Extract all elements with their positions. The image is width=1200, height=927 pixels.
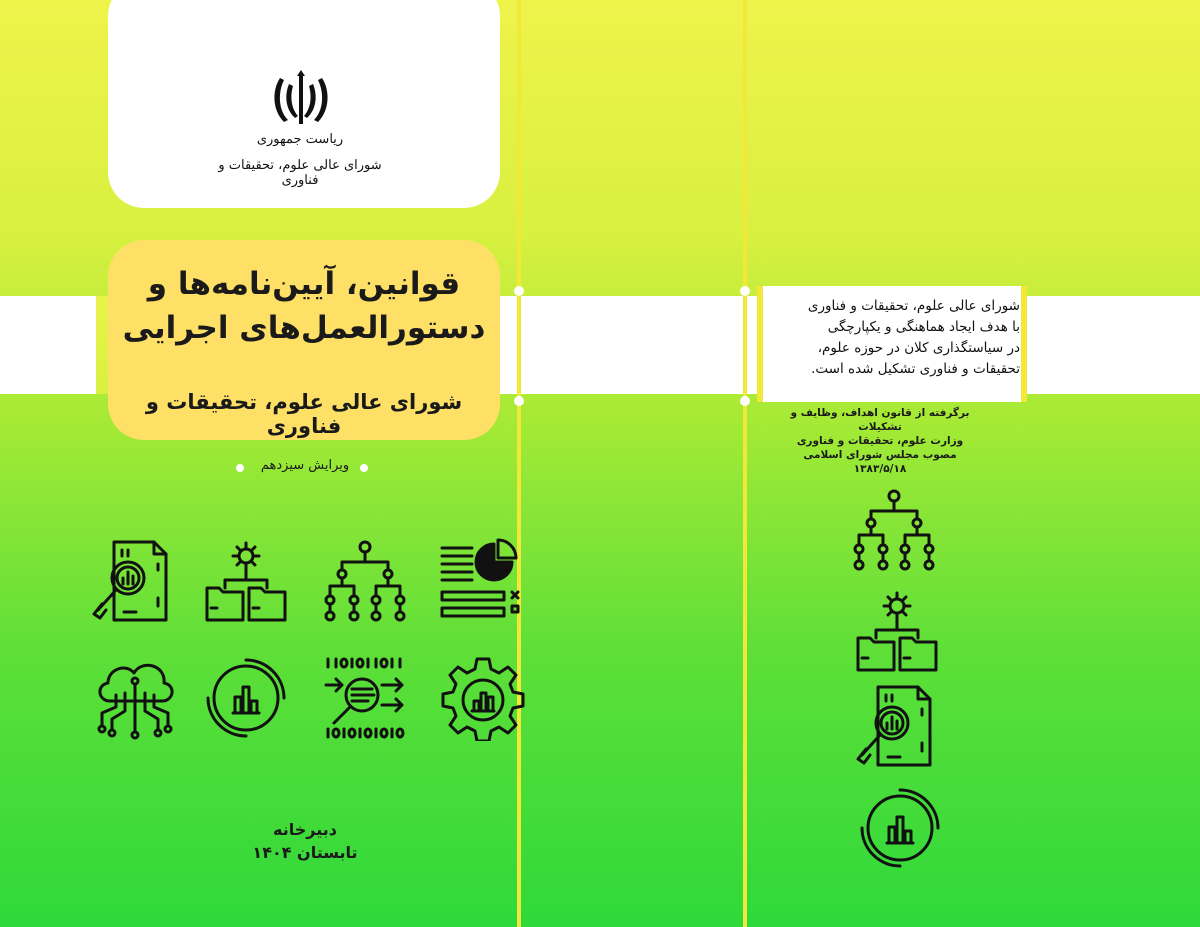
back-line: با هدف ایجاد هماهنگی و یکپارچگی [827,319,1020,335]
back-description [764,296,1020,380]
circular-chart-icon [857,785,943,871]
gear-folders-icon [854,588,940,674]
back-line: شورای عالی علوم، تحقیقات و فناوری [807,298,1020,314]
back-line: در سیاستگذاری کلان در حوزه علوم، [817,340,1020,356]
logo-text-presidency: ریاست جمهوری [256,132,344,147]
title-line-1: قوانین، آیین‌نامه‌ها و [147,266,461,302]
spine-dot [514,286,524,296]
source-line: برگرفته از قانون اهداف، وظایف و تشکیلات [790,407,970,433]
publish-date: تابستان ۱۴۰۴ [252,843,358,862]
logo-text-council: شورای عالی علوم، تحقیقات و فناوری [218,158,382,188]
binary-search-icon [322,655,408,741]
edition-label: ویرایش سیزدهم [260,458,350,473]
document-search-icon [848,683,934,769]
document-search-icon [84,538,170,624]
publisher-label: دبیرخانه [273,820,337,839]
spine-dot [740,286,750,296]
report-chart-icon [438,538,524,624]
gear-folders-icon [203,538,289,624]
iran-emblem-icon [270,70,332,130]
back-line: تحقیقات و فناوری تشکیل شده است. [811,361,1020,377]
circular-chart-icon [203,655,289,741]
book-subtitle: شورای عالی علوم، تحقیقات و فناوری [145,390,463,438]
source-line: ۱۳۸۳/۵/۱۸ [853,463,907,475]
book-title [118,262,490,350]
title-line-2: دستورالعمل‌های اجرایی [122,310,486,346]
spine-dot [740,396,750,406]
hierarchy-icon [851,487,937,573]
spine-line-right [743,0,747,927]
law-source [780,406,980,476]
hierarchy-icon [322,538,408,624]
source-line: وزارت علوم، تحقیقات و فناوری [796,435,964,447]
edition-dot [360,464,368,472]
spine-line-left [517,0,521,927]
spine-dot [514,396,524,406]
cloud-network-icon [92,655,178,741]
gear-chart-icon [440,655,526,741]
source-line: مصوب مجلس شورای اسلامی [803,449,957,461]
